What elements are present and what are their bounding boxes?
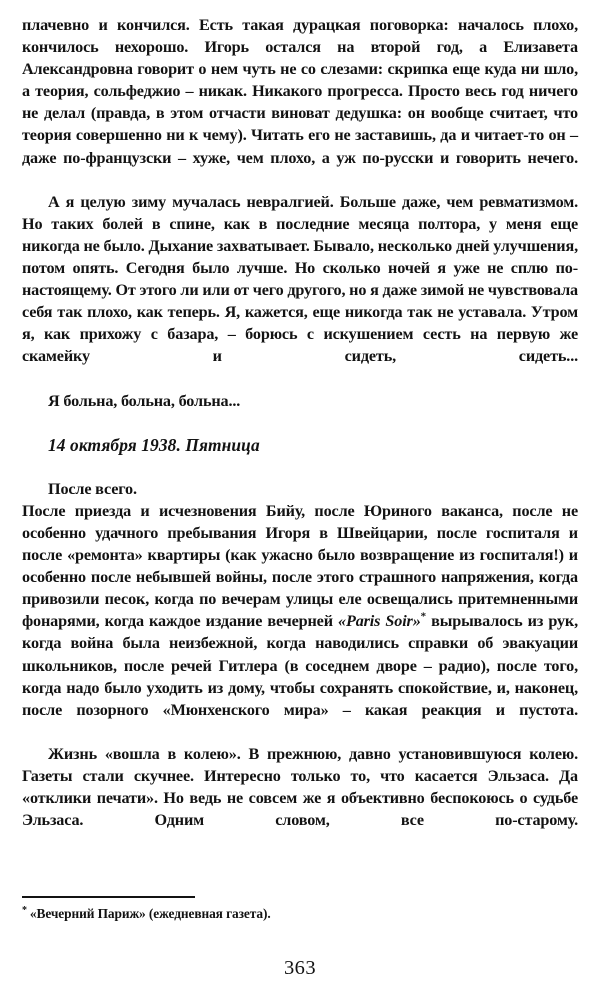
footnote-separator-rule — [22, 896, 195, 898]
page-number: 363 — [284, 957, 316, 979]
paragraph-continued: плачевно и кончился. Есть такая дурацкая поговорка: началось плохо, кончилось нехорошо. Игорь остался на второй год, а Елизавета Александровна говорит о нем чуть не со слезами: скрипка еще куда ни шло, а теория, сольфеджио – никак. Никакого прогресса. Просто весь год ничего не делал (правда, в этом отчасти виноват дедушка: он вообще считает, что теория совершенно ни к чему). Читать его не заставишь, да и читает-то он – даже по-французски – хуже, чем плохо, а уж по-русски и говорить нечего. — [22, 16, 578, 167]
paragraph-after-arrival — [22, 500, 578, 743]
paragraph-neuralgia: А я целую зиму мучалась невралгией. Больше даже, чем ревматизмом. Но таких болей в спине, как в последние месяца полтора, у меня еще никогда не было. Дыхание захватывает. Бывало, несколько дней улучшения, потом опять. Сегодня было лучше. Но сколько ночей я уже не сплю по-настоящему. От этого ли или от чего другого, но я даже зимой не чувствовала себя так плохо, как теперь. Я, кажется, еще никогда так не уставала. Утром я, как прихожу с базара, – борюсь с искушением сесть на первую же скамейку и сидеть, сидеть... — [22, 192, 578, 366]
footnote-text — [22, 905, 578, 922]
date-entry-heading: 14 октября 1938. Пятница — [48, 434, 260, 455]
heading-spacer-below — [22, 456, 578, 478]
paragraph-after-all: После всего. — [48, 479, 137, 498]
paragraph-sick: Я больна, больна, больна... — [48, 391, 241, 410]
footnote-reference-marker: * — [420, 610, 427, 623]
footnote-marker: * — [22, 904, 27, 916]
footnote-content: «Вечерний Париж» (ежедневная газета). — [29, 906, 271, 921]
heading-spacer-above — [22, 412, 578, 434]
newspaper-title: «Paris Soir» — [338, 612, 421, 631]
text-column — [22, 14, 578, 853]
paragraph-text-after-title: вырывалось из рук, когда война была неизбежной, когда наводились справки об эвакуации школьников, после речей Гитлера (в соседнем дворе – радио), после того, когда надо было уходить из дому, чтобы сохранять спокойствие, и, наконец, после позорного «Мюнхенского мира» – какая реакция и пустота. — [22, 612, 578, 719]
paragraph-text-before-title: После приезда и исчезновения Бийу, после Юриного ваканса, после не особенно удачного пребывания Игоря в Швейцарии, после госпиталя и после «ремонта» квартиры (как ужасно было возвращение из госпиталя!) и особенно после небывшей войны, после этого страшного напряжения, когда привозили песок, когда по вечерам улицы еле освещались притемненными фонарями, когда каждое издание вечерней — [22, 501, 578, 631]
paragraph-life-rut: Жизнь «вошла в колею». В прежнюю, давно установившуюся колею. Газеты стали скучнее. Интересно только то, что касается Эльзаса. Да «отклики печати». Но ведь не совсем же я объективно беспокоюсь о судьбе Эльзаса. Одним словом, все по-старому. — [22, 744, 578, 830]
footnote-block — [22, 896, 578, 922]
